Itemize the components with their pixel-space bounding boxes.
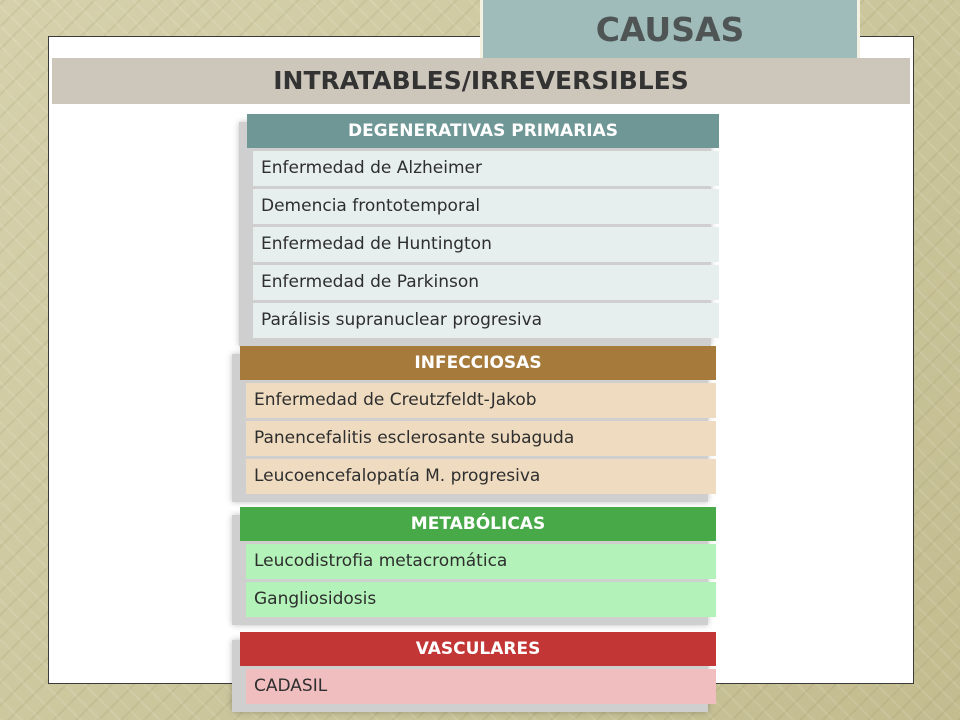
list-item: CADASIL (246, 669, 716, 704)
list-item: Enfermedad de Alzheimer (253, 151, 719, 186)
list-item: Leucoencefalopatía M. progresiva (246, 459, 716, 494)
title-box (480, 0, 860, 60)
slide-title: CAUSAS (595, 10, 745, 49)
list-item: Gangliosidosis (246, 582, 716, 617)
group-header-degenerativas: DEGENERATIVAS PRIMARIAS (247, 114, 719, 148)
group-metabolicas (240, 507, 716, 617)
list-item: Enfermedad de Huntington (253, 227, 719, 262)
group-degenerativas (247, 114, 719, 338)
group-header-infecciosas: INFECCIOSAS (240, 346, 716, 380)
list-item: Enfermedad de Parkinson (253, 265, 719, 300)
group-vasculares (240, 632, 716, 704)
list-item: Parálisis supranuclear progresiva (253, 303, 719, 338)
group-header-vasculares: VASCULARES (240, 632, 716, 666)
slide-subtitle: INTRATABLES/IRREVERSIBLES (273, 66, 689, 95)
list-item: Leucodistrofia metacromática (246, 544, 716, 579)
group-infecciosas (240, 346, 716, 494)
list-item: Panencefalitis esclerosante subaguda (246, 421, 716, 456)
list-item: Enfermedad de Creutzfeldt-Jakob (246, 383, 716, 418)
list-item: Demencia frontotemporal (253, 189, 719, 224)
subtitle-band (52, 58, 910, 104)
group-header-metabolicas: METABÓLICAS (240, 507, 716, 541)
